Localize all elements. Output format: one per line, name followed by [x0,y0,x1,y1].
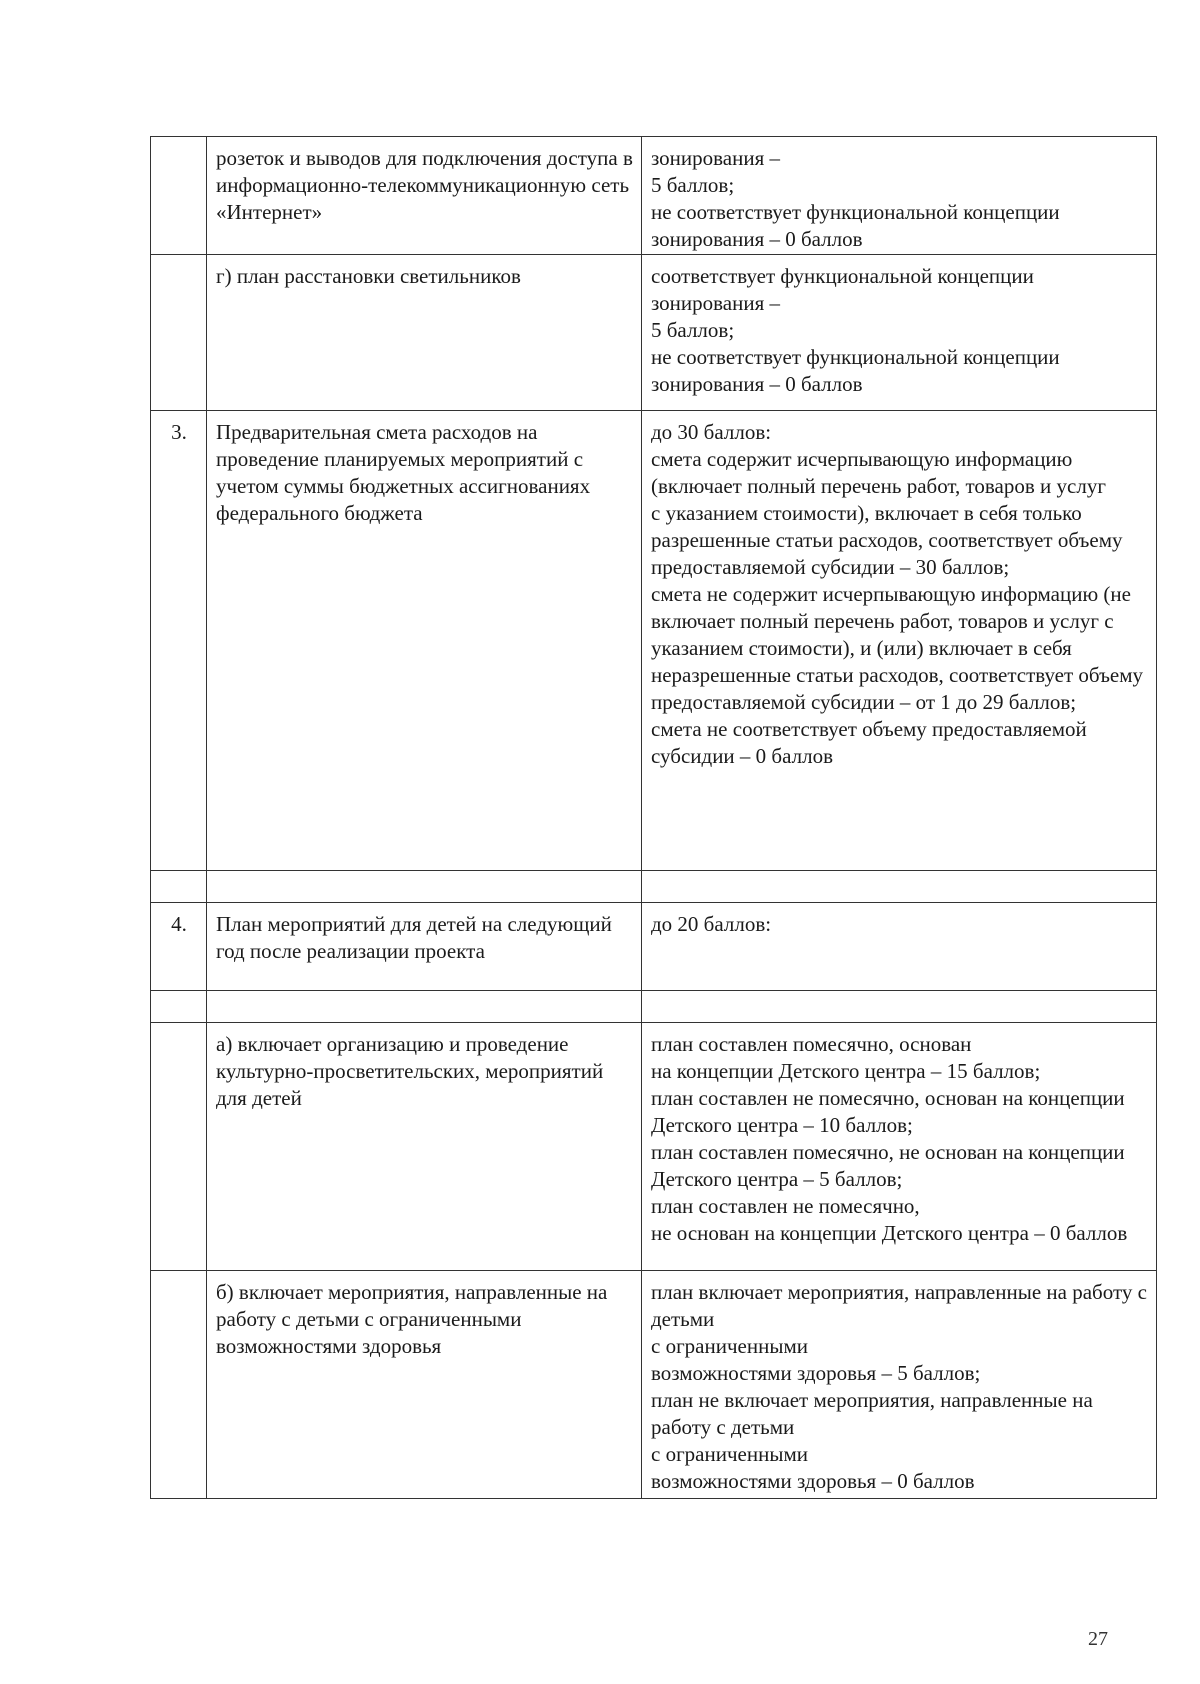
table-row [151,871,1157,903]
scoring-text: возможностями здоровья – 5 баллов; [651,1361,981,1385]
scoring-text: соответствует функциональной концепции зонирования – [651,264,1034,315]
item-number: 3. [151,411,207,871]
criterion-cell [207,1271,642,1499]
scoring-text: план составлен не помесячно, [651,1194,920,1218]
scoring-text: не соответствует функциональной концепции зонирования – 0 баллов [651,200,1060,251]
scoring-text: не соответствует функциональной концепции зонирования – 0 баллов [651,345,1060,396]
scoring-cell [642,411,1157,871]
scoring-text: до 20 баллов: [651,912,772,936]
scoring-text: с указанием стоимости), включает в себя только разрешенные статьи расходов, соответствует объему предоставляемой субсидии – 30 баллов; [651,501,1123,579]
criterion-cell [207,255,642,411]
criterion-cell [207,411,642,871]
scoring-cell [642,255,1157,411]
empty-cell [207,991,642,1023]
criterion-cell [207,137,642,255]
criterion-text: а) включает организацию и проведение культурно-просветительских, мероприятий для детей [216,1032,604,1110]
table-row [151,137,1157,255]
criterion-text: План мероприятий для детей на следующий год после реализации проекта [216,912,612,963]
table-row [151,1271,1157,1499]
criterion-text: б) включает мероприятия, направленные на работу с детьми с ограниченными возможностями здоровья [216,1280,608,1358]
table-row [151,1023,1157,1271]
scoring-text: план не включает мероприятия, направленные на работу с детьми [651,1388,1093,1439]
criterion-cell [207,1023,642,1271]
item-number [151,137,207,255]
scoring-text: план составлен помесячно, основан [651,1032,972,1056]
empty-cell [642,871,1157,903]
criterion-text: г) план расстановки светильников [216,264,521,288]
scoring-cell [642,1023,1157,1271]
item-number [151,1023,207,1271]
scoring-cell [642,903,1157,991]
empty-cell [151,871,207,903]
scoring-text: возможностями здоровья – 0 баллов [651,1469,975,1493]
scoring-text: 5 баллов; [651,173,735,197]
criterion-text: розеток и выводов для подключения доступа в информационно-телекоммуникационную сеть «Интернет» [216,146,633,224]
item-number: 4. [151,903,207,991]
empty-cell [151,991,207,1023]
scoring-text: не основан на концепции Детского центра – 0 баллов [651,1221,1128,1245]
table-row [151,255,1157,411]
scoring-text: план составлен помесячно, не основан на концепции Детского центра – 5 баллов; [651,1140,1125,1191]
table-row [151,903,1157,991]
scoring-text: зонирования – [651,146,780,170]
scoring-cell [642,1271,1157,1499]
scoring-text: до 30 баллов: [651,420,772,444]
item-number [151,1271,207,1499]
criteria-table [150,136,1157,1499]
item-number [151,255,207,411]
scoring-text: план включает мероприятия, направленные на работу с детьми [651,1280,1147,1331]
criterion-text: Предварительная смета расходов на проведение планируемых мероприятий с учетом суммы бюджетных ассигнованиях федерального бюджета [216,420,591,525]
table-row [151,411,1157,871]
scoring-text: смета не соответствует объему предоставляемой субсидии – 0 баллов [651,717,1087,768]
scoring-text: с ограниченными [651,1334,808,1358]
scoring-cell [642,137,1157,255]
scoring-text: 5 баллов; [651,318,735,342]
scoring-text: смета не содержит исчерпывающую информацию (не включает полный перечень работ, товаров и услуг с указанием стоимости), и (или) включает в себя неразрешенные статьи расходов, соответствует объему предоставляемой субсидии – от 1 до 29 баллов; [651,582,1144,714]
table-row [151,991,1157,1023]
scoring-text: план составлен не помесячно, основан на концепции Детского центра – 10 баллов; [651,1086,1125,1137]
scoring-text: с ограниченными [651,1442,808,1466]
empty-cell [642,991,1157,1023]
page-number: 27 [1088,1628,1108,1650]
criterion-cell [207,903,642,991]
scoring-text: на концепции Детского центра – 15 баллов; [651,1059,1041,1083]
scoring-text: смета содержит исчерпывающую информацию (включает полный перечень работ, товаров и услуг [651,447,1106,498]
empty-cell [207,871,642,903]
